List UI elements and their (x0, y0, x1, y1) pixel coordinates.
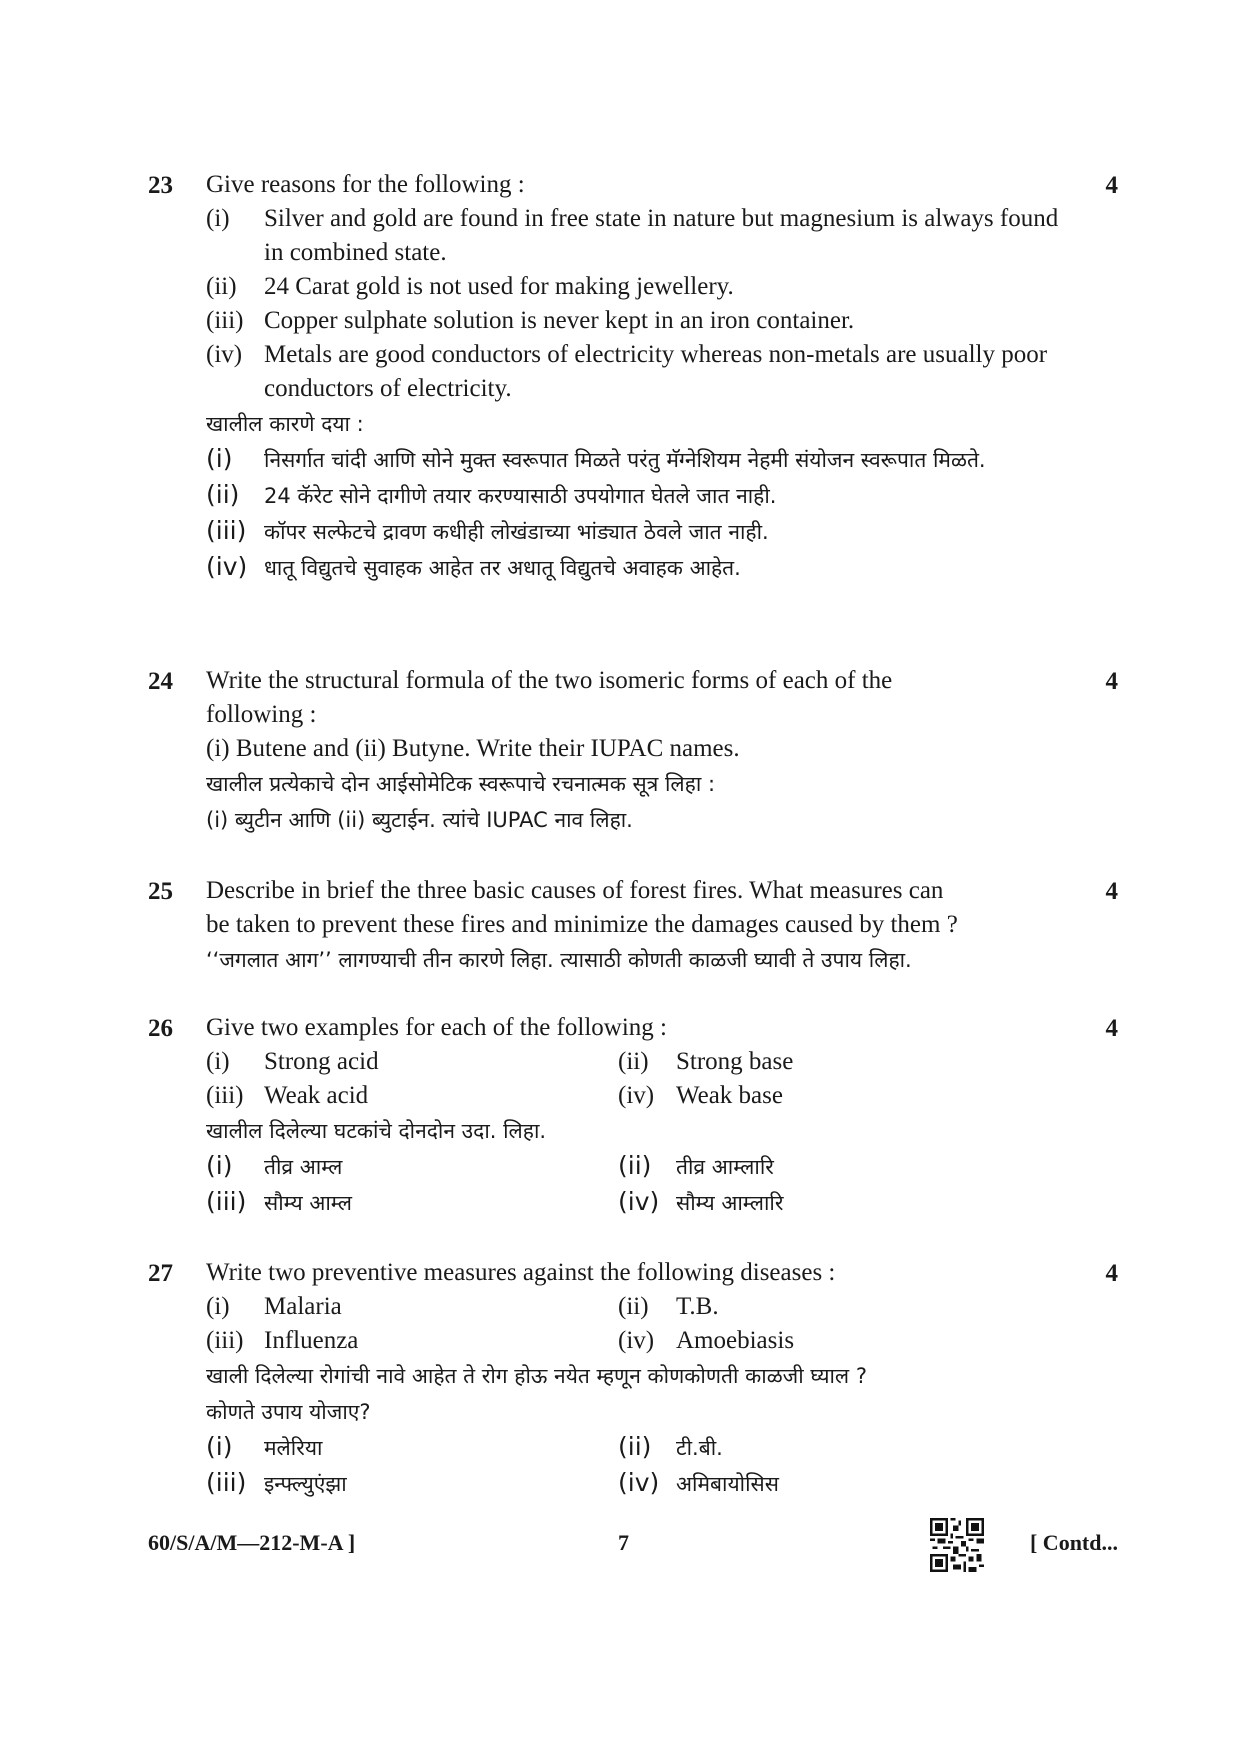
list-item: (iv) Metals are good conductors of electricity whereas non-metals are usually poor conductors of electricity. (206, 341, 1048, 402)
paper-code: 60/S/A/M—212-M-A ] (148, 1530, 356, 1555)
question-text: Give reasons for the following : (206, 171, 525, 198)
question-text-marathi: खालील कारणे दया : (206, 412, 364, 436)
list-item: (iv) धातू विद्युतचे सुवाहक आहेत तर अधातू विद्युतचे अवाहक आहेत. (206, 552, 741, 581)
options-grid-marathi: (i) तीव्र आम्ल (ii) तीव्र आम्लारि (iii) सौम्य आम्ल (iv) सौम्य आम्लारि (206, 1151, 784, 1216)
question-text-marathi: ‘‘जगलात आग’’ लागण्याची तीन कारणे लिहा. त्यासाठी कोणती काळजी घ्यावी ते उपाय लिहा. (206, 948, 912, 972)
question-marks: 4 (1105, 1015, 1118, 1042)
question-text-marathi: (i) ब्युटीन आणि (ii) ब्युटाईन. त्यांचे IUPAC नाव लिहा. (206, 808, 633, 832)
question-text: be taken to prevent these fires and minimize the damages caused by them ? (206, 911, 958, 938)
question-24 (148, 668, 1118, 838)
question-marks: 4 (1105, 668, 1118, 695)
question-marks: 4 (1105, 1260, 1118, 1287)
question-number: 26 (148, 1015, 173, 1042)
question-text-marathi: खाली दिलेल्या रोगांची नावे आहेत ते रोग होऊ नयेत म्हणून कोणकोणती काळजी घ्याल ? (206, 1364, 867, 1388)
question-25 (148, 878, 1118, 978)
question-text: Describe in brief the three basic causes of forest fires. What measures can (206, 877, 944, 904)
question-text: following : (206, 701, 317, 728)
list-item: (ii) 24 Carat gold is not used for making jewellery. (206, 273, 734, 300)
continued-label: [ Contd... (1029, 1530, 1118, 1555)
question-number: 23 (148, 172, 173, 199)
question-marks: 4 (1105, 878, 1118, 905)
list-item: (i) निसर्गात चांदी आणि सोने मुक्त स्वरूपात मिळते परंतु मॅग्नेशियम नेहमी संयोजन स्वरूपात मिळते. (206, 444, 986, 473)
options-grid-marathi: (i) मलेरिया (ii) टी.बी. (iii) इन्फ्ल्युएंझा (iv) अमिबायोसिस (206, 1432, 779, 1497)
question-text-marathi: खालील प्रत्येकाचे दोन आईसोमेटिक स्वरूपाचे रचनात्मक सूत्र लिहा : (206, 772, 716, 796)
question-number: 25 (148, 878, 173, 905)
qr-code-icon (930, 1518, 984, 1572)
question-27 (148, 1260, 1118, 1502)
question-text-marathi: खालील दिलेल्या घटकांचे दोनदोन उदा. लिहा. (206, 1119, 547, 1143)
page-footer (148, 1530, 1118, 1590)
question-number: 27 (148, 1260, 173, 1287)
question-text: Write the structural formula of the two isomeric forms of each of the (206, 667, 893, 694)
list-item: (ii) 24 कॅरेट सोने दागीणे तयार करण्यासाठी उपयोगात घेतले जात नाही. (206, 480, 777, 509)
question-26 (148, 1015, 1118, 1221)
question-text: Give two examples for each of the following : (206, 1014, 667, 1041)
options-grid: (i) Strong acid (ii) Strong base (iii) Weak acid (iv) Weak base (206, 1048, 794, 1109)
page-number: 7 (618, 1530, 629, 1555)
list-item: (iii) कॉपर सल्फेटचे द्रावण कधीही लोखंडाच्या भांड्यात ठेवले जात नाही. (206, 516, 769, 545)
question-text: Write two preventive measures against the following diseases : (206, 1259, 836, 1286)
question-23 (148, 172, 1118, 586)
list-item: (i) Silver and gold are found in free state in nature but magnesium is always found in combined state. (206, 205, 1059, 266)
question-text: (i) Butene and (ii) Butyne. Write their IUPAC names. (206, 735, 740, 762)
question-number: 24 (148, 668, 173, 695)
question-marks: 4 (1105, 172, 1118, 199)
list-item: (iii) Copper sulphate solution is never kept in an iron container. (206, 307, 855, 334)
options-grid: (i) Malaria (ii) T.B. (iii) Influenza (iv) Amoebiasis (206, 1293, 795, 1354)
question-text-marathi: कोणते उपाय योजाए? (206, 1400, 371, 1424)
